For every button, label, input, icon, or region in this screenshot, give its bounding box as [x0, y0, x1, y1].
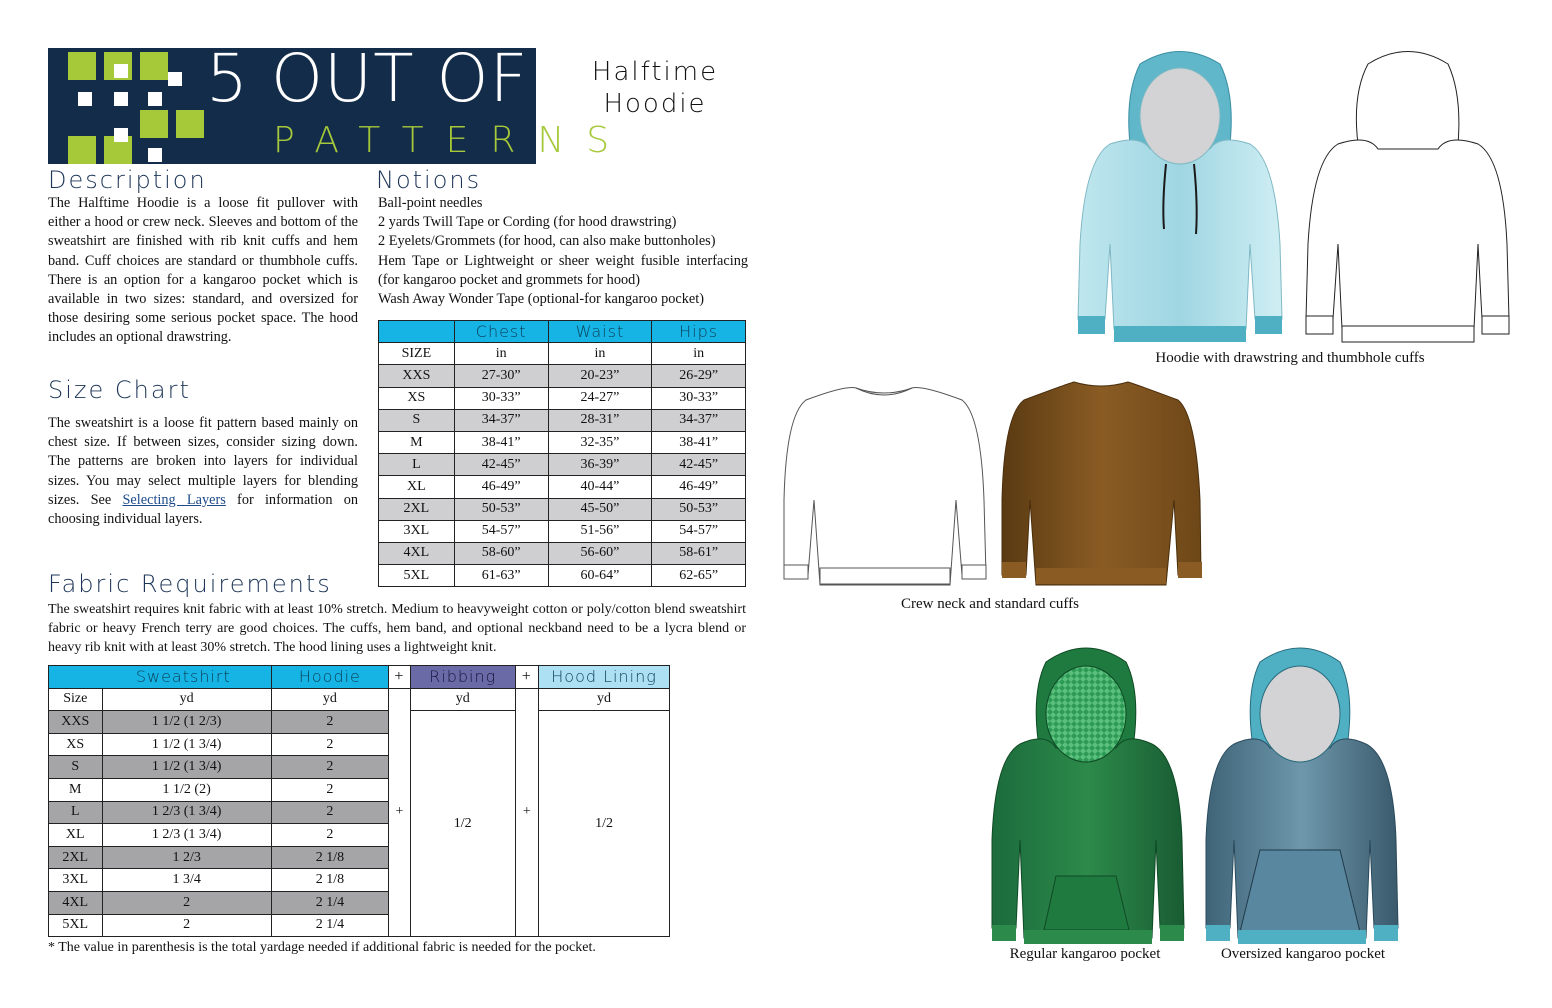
title-line1: Halftime	[591, 57, 719, 87]
cell: 5XL	[379, 565, 455, 587]
cell: 32-35”	[548, 431, 652, 453]
cell: 2	[271, 801, 388, 824]
cell: M	[49, 778, 103, 801]
unit-chest: in	[454, 343, 548, 365]
cell: 2 1/4	[271, 891, 388, 914]
plus-cell: +	[515, 688, 539, 937]
cell: XS	[379, 387, 455, 409]
cell: 2	[271, 778, 388, 801]
logo-line2: PATTERNS	[273, 120, 632, 161]
unit-size: Size	[49, 688, 103, 711]
cell: 62-65”	[652, 565, 746, 587]
table-row	[379, 498, 746, 520]
table-row	[379, 565, 746, 587]
cell: 1 2/3 (1 3/4)	[102, 824, 271, 847]
title-line2: Hoodie	[603, 89, 707, 119]
header-hood-lining: Hood Lining	[539, 666, 670, 689]
cell: 1 1/2 (1 2/3)	[102, 711, 271, 734]
brand-logo	[48, 40, 632, 164]
white-crew-neck-illustration	[776, 380, 991, 590]
header-ribbing: Ribbing	[410, 666, 515, 689]
cell: 42-45”	[652, 454, 746, 476]
cell: 60-64”	[548, 565, 652, 587]
measurement-header-row	[379, 321, 746, 343]
cell: 2 1/4	[271, 914, 388, 937]
cell: 27-30”	[454, 365, 548, 387]
cell: 56-60”	[548, 542, 652, 564]
cell: S	[49, 756, 103, 779]
unit-ribbing: yd	[410, 688, 515, 711]
logo-line1: 5 OUT OF 4	[206, 40, 594, 117]
description-heading: Description	[48, 166, 207, 194]
unit-hoodie: yd	[271, 688, 388, 711]
header-chest: Chest	[454, 321, 548, 343]
fabric-text: The sweatshirt requires knit fabric with at least 10% stretch. Medium to heavyweight cotton or poly/cotton blend sweatshirt fabric or heavy French terry are good choices. The cuffs, hem band, and optional neckband need to be a lycra blend or heavy rib knit with at least 30% stretch. The hood lining uses a lightweight knit.	[48, 602, 746, 655]
cell: 2 1/8	[271, 869, 388, 892]
size-chart-heading: Size Chart	[48, 376, 191, 404]
notion-item: 2 yards Twill Tape or Cording (for hood drawstring)	[378, 214, 677, 231]
document-title	[560, 56, 750, 120]
cell: 34-37”	[454, 409, 548, 431]
ribbing-value: 1/2	[410, 711, 515, 937]
cell: 45-50”	[548, 498, 652, 520]
lining-value: 1/2	[539, 711, 670, 937]
cell: 46-49”	[454, 476, 548, 498]
cell: 2	[271, 711, 388, 734]
selecting-layers-link[interactable]: Selecting Layers	[122, 491, 226, 508]
measurement-unit-row	[379, 343, 746, 365]
notions-list	[378, 194, 748, 309]
caption-regular-pocket: Regular kangaroo pocket	[1009, 946, 1161, 962]
header-hoodie: Hoodie	[271, 666, 388, 689]
unit-sweatshirt: yd	[102, 688, 271, 711]
cell: 1 2/3 (1 3/4)	[102, 801, 271, 824]
cell: 54-57”	[652, 520, 746, 542]
fabric-footnote: * The value in parenthesis is the total yardage needed if additional fabric is needed for the pocket.	[48, 940, 596, 955]
cell: 50-53”	[454, 498, 548, 520]
measurement-table	[378, 320, 746, 587]
header-sweatshirt: Sweatshirt	[49, 666, 272, 689]
header-waist: Waist	[548, 321, 652, 343]
table-row	[379, 387, 746, 409]
cell: 2	[271, 824, 388, 847]
cell: 5XL	[49, 914, 103, 937]
cell: 1 1/2 (1 3/4)	[102, 756, 271, 779]
cell: 3XL	[379, 520, 455, 542]
header-blank	[379, 321, 455, 343]
fabric-heading: Fabric Requirements	[48, 570, 332, 598]
cell: 3XL	[49, 869, 103, 892]
cell: 24-27”	[548, 387, 652, 409]
cell: L	[49, 801, 103, 824]
description-text: The Halftime Hoodie is a loose fit pullover with either a hood or crew neck. Sleeves and bottom of the sweatshirt are finished with rib knit cuffs and hem band. Cuff choices are standard or thumbhole cuffs. There is an option for a kangaroo pocket which is available in two sizes: standard, and oversized for those desiring some serious pocket space. The hood includes an optional drawstring.	[48, 195, 358, 346]
cell: M	[379, 431, 455, 453]
cell: 40-44”	[548, 476, 652, 498]
cell: 38-41”	[652, 431, 746, 453]
fabric-unit-row	[49, 688, 670, 711]
cell: 2XL	[49, 846, 103, 869]
cell: 2XL	[379, 498, 455, 520]
cell: XL	[49, 824, 103, 847]
notion-item: 2 Eyelets/Grommets (for hood, can also make buttonholes)	[378, 233, 716, 250]
fabric-header-row	[49, 666, 670, 689]
header-plus: +	[515, 666, 539, 689]
caption-oversized-pocket: Oversized kangaroo pocket	[1220, 946, 1386, 962]
table-row	[379, 476, 746, 498]
notions-heading: Notions	[376, 166, 482, 194]
cell: 42-45”	[454, 454, 548, 476]
unit-lining: yd	[539, 688, 670, 711]
notion-item: Ball-point needles	[378, 195, 483, 211]
cell: 20-23”	[548, 365, 652, 387]
cell: 26-29”	[652, 365, 746, 387]
cell: 58-61”	[652, 542, 746, 564]
plus-cell: +	[389, 688, 411, 937]
cell: 2	[102, 914, 271, 937]
cell: 1 2/3	[102, 846, 271, 869]
unit-waist: in	[548, 343, 652, 365]
cell: 36-39”	[548, 454, 652, 476]
notion-item: Wash Away Wonder Tape (optional-for kangaroo pocket)	[378, 291, 704, 308]
cell: 50-53”	[652, 498, 746, 520]
cell: 2 1/8	[271, 846, 388, 869]
green-hoodie-illustration	[984, 640, 1194, 950]
header-plus: +	[389, 666, 411, 689]
cell: 4XL	[49, 891, 103, 914]
cell: 46-49”	[652, 476, 746, 498]
slate-hoodie-illustration	[1198, 640, 1408, 950]
size-chart-text	[48, 414, 358, 529]
cell: 1 3/4	[102, 869, 271, 892]
table-row	[379, 454, 746, 476]
cell: 61-63”	[454, 565, 548, 587]
cell: 30-33”	[454, 387, 548, 409]
cell: 2	[271, 733, 388, 756]
cell: XXS	[49, 711, 103, 734]
cell: L	[379, 454, 455, 476]
table-row	[379, 365, 746, 387]
cell: 51-56”	[548, 520, 652, 542]
cell: 38-41”	[454, 431, 548, 453]
cell: XXS	[379, 365, 455, 387]
cell: 54-57”	[454, 520, 548, 542]
cell: 2	[271, 756, 388, 779]
header-hips: Hips	[652, 321, 746, 343]
cell: XS	[49, 733, 103, 756]
unit-hips: in	[652, 343, 746, 365]
table-row	[379, 431, 746, 453]
cell: S	[379, 409, 455, 431]
cell: 34-37”	[652, 409, 746, 431]
table-row	[379, 520, 746, 542]
cell: 4XL	[379, 542, 455, 564]
cell: XL	[379, 476, 455, 498]
light-blue-hoodie-illustration	[1070, 44, 1290, 344]
cell: 28-31”	[548, 409, 652, 431]
caption-crew-neck: Crew neck and standard cuffs	[901, 596, 1079, 612]
table-row	[379, 409, 746, 431]
fabric-table	[48, 665, 670, 937]
table-row	[379, 542, 746, 564]
caption-hoodie-drawstring: Hoodie with drawstring and thumbhole cuffs	[1155, 350, 1425, 366]
size-chart-text-after: for information on choosing individual layers.	[48, 491, 358, 528]
cell: 58-60”	[454, 542, 548, 564]
cell: 30-33”	[652, 387, 746, 409]
brown-crew-neck-illustration	[996, 380, 1206, 590]
white-hoodie-illustration	[1300, 44, 1515, 344]
cell: 2	[102, 891, 271, 914]
cell: 1 1/2 (1 3/4)	[102, 733, 271, 756]
table-row	[49, 711, 670, 734]
cell: 1 1/2 (2)	[102, 778, 271, 801]
notion-item: Hem Tape or Lightweight or sheer weight fusible interfacing (for kangaroo pocket and grommets for hood)	[378, 252, 748, 288]
unit-size: SIZE	[379, 343, 455, 365]
size-chart-text-before: The sweatshirt is a loose fit pattern based mainly on chest size. If between sizes, consider sizing down. The patterns are broken into layers for individual sizes. You may select multiple layers for blending sizes. See	[48, 415, 358, 508]
